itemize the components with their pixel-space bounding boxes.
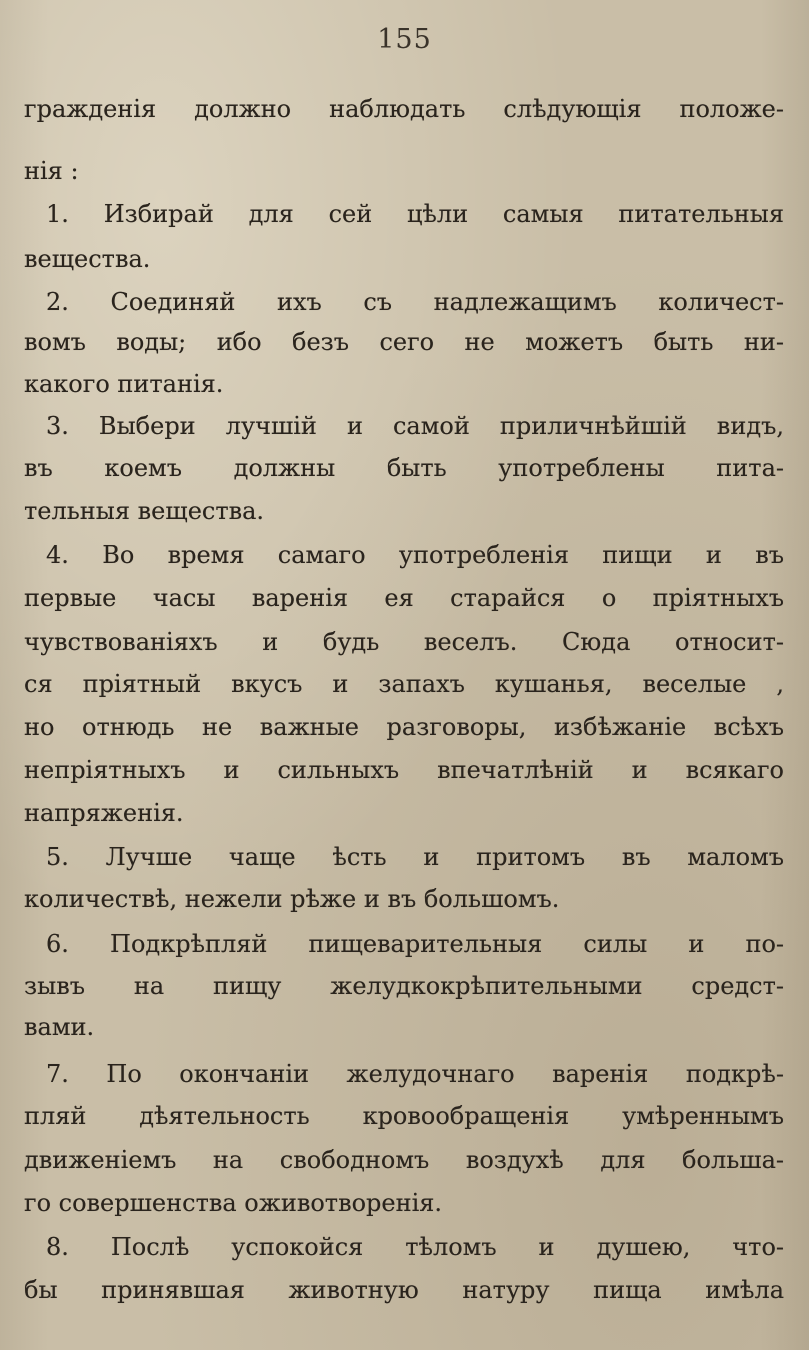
text-line-5: 2. Соединяй ихъ съ надлежащимъ количест- (46, 288, 784, 316)
text-line-15: но отнюдь не важные разговоры, избѣжаніе всѣхъ (24, 713, 784, 741)
text-line-22: вами. (24, 1013, 95, 1041)
text-line-25: движеніемъ на свободномъ воздухѣ для больша- (24, 1146, 784, 1174)
text-line-10: тельныя вещества. (24, 497, 265, 525)
page-number: 155 (377, 24, 432, 55)
text-line-21: зывъ на пищу желудкокрѣпительными средст- (24, 972, 784, 1000)
text-line-28: бы принявшая животную натуру пища имѣла (24, 1276, 784, 1304)
text-line-18: 5. Лучше чаще ѣсть и притомъ въ маломъ (46, 843, 784, 871)
text-line-9: въ коемъ должны быть употреблены пита- (24, 454, 784, 482)
text-line-20: 6. Подкрѣпляй пищеварительныя силы и по- (46, 930, 784, 958)
text-line-11: 4. Во время самаго употребленія пищи и въ (46, 541, 784, 569)
text-line-1: гражденія должно наблюдать слѣдующія положе- (24, 95, 784, 123)
text-line-27: 8. Послѣ успокойся тѣломъ и душею, чтo- (46, 1233, 784, 1261)
text-line-17: напряженія. (24, 799, 184, 827)
text-line-24: пляй дѣятельность кровообращенія умѣреннымъ (24, 1102, 784, 1130)
text-line-16: непріятныхъ и сильныхъ впечатлѣній и всякаго (24, 756, 784, 784)
text-line-6: вомъ воды; ибо безъ сего не можетъ быть ни- (24, 328, 784, 356)
text-line-13: чувствованіяхъ и будь веселъ. Сюда относит- (24, 628, 784, 656)
text-line-3: 1. Избирай для сей цѣли самыя питательныя (46, 200, 784, 228)
text-line-12: первые часы варенія ея старайся о пріятныхъ (24, 584, 784, 612)
text-line-2: нія : (24, 157, 79, 185)
text-line-4: вещества. (24, 245, 151, 273)
text-line-14: ся пріятный вкусъ и запахъ кушанья, веселые , (24, 670, 784, 698)
text-line-19: количествѣ, нежели рѣже и въ большомъ. (24, 885, 560, 913)
text-line-7: какого питанія. (24, 370, 224, 398)
text-line-23: 7. По окончаніи желудочнаго варенія подкрѣ- (46, 1060, 784, 1088)
text-line-8: 3. Выбери лучшій и самой приличнѣйшій видъ, (46, 412, 784, 440)
text-line-26: го совершенства оживотворенія. (24, 1189, 443, 1217)
